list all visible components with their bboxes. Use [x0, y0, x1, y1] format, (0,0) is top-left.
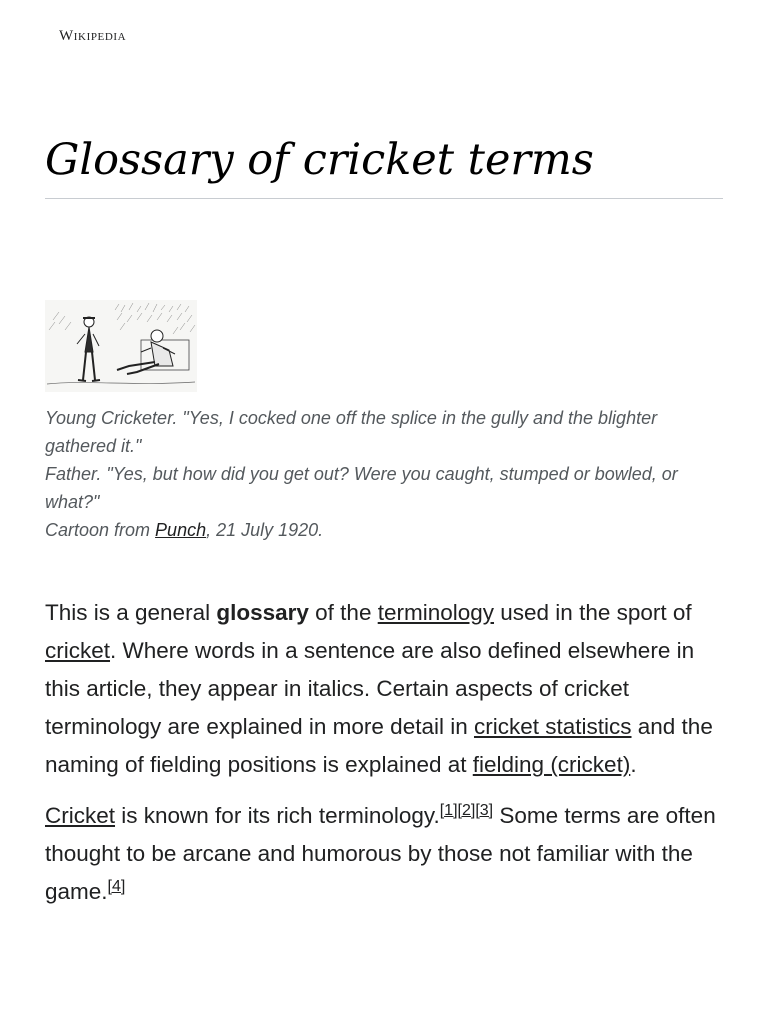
cricket-link[interactable]: cricket — [45, 638, 111, 663]
page-title: Glossary of cricket terms — [45, 135, 594, 185]
article-content — [45, 594, 729, 924]
figure-caption — [45, 404, 725, 544]
glossary-bold: glossary — [216, 600, 309, 625]
fielding-cricket-link[interactable]: fielding (cricket) — [472, 752, 631, 777]
p1-text-e: and the naming of fielding positions is explained at — [45, 714, 713, 777]
caption-line-father: Father. "Yes, but how did you get out? Were you caught, stumped or bowled, or what?" — [45, 464, 678, 512]
p1-text-b: of the — [308, 600, 378, 625]
p1-text-c: used in the sport of — [494, 600, 692, 625]
caption-source-date: , 21 July 1920. — [206, 520, 324, 540]
caption-line-source — [45, 516, 725, 544]
reference-3-link[interactable]: [3] — [475, 802, 494, 819]
reference-4-link[interactable]: [4] — [107, 878, 126, 895]
intro-paragraph-1 — [45, 594, 729, 784]
cricket-link-2[interactable]: Cricket — [45, 803, 116, 828]
p2-text-a: is known for its rich terminology. — [115, 803, 440, 828]
reference-2-link[interactable]: [2] — [457, 802, 476, 819]
punch-cartoon-image[interactable] — [45, 300, 197, 392]
title-divider — [45, 198, 723, 199]
p1-text-d: . Where words in a sentence are also defined elsewhere in this article, they appear in italics. Certain aspects of cricket terminology are explained in more detail in — [45, 638, 695, 739]
terminology-link[interactable]: terminology — [377, 600, 495, 625]
wikipedia-wordmark[interactable]: Wikipedia — [59, 28, 127, 44]
caption-source-prefix: Cartoon from — [45, 520, 156, 540]
reference-1-link[interactable]: [1] — [439, 802, 458, 819]
caption-line-young-cricketer: Young Cricketer. "Yes, I cocked one off the splice in the gully and the blighter gathered it." — [45, 408, 658, 456]
intro-paragraph-2 — [45, 797, 729, 911]
punch-link[interactable]: Punch — [155, 520, 207, 540]
p1-text-f: . — [630, 752, 637, 777]
cricket-statistics-link[interactable]: cricket statistics — [473, 714, 632, 739]
p2-text-b: Some terms are often thought to be arcane and humorous by those not familiar with the game. — [45, 803, 716, 904]
p1-text-a: This is a general — [45, 600, 217, 625]
